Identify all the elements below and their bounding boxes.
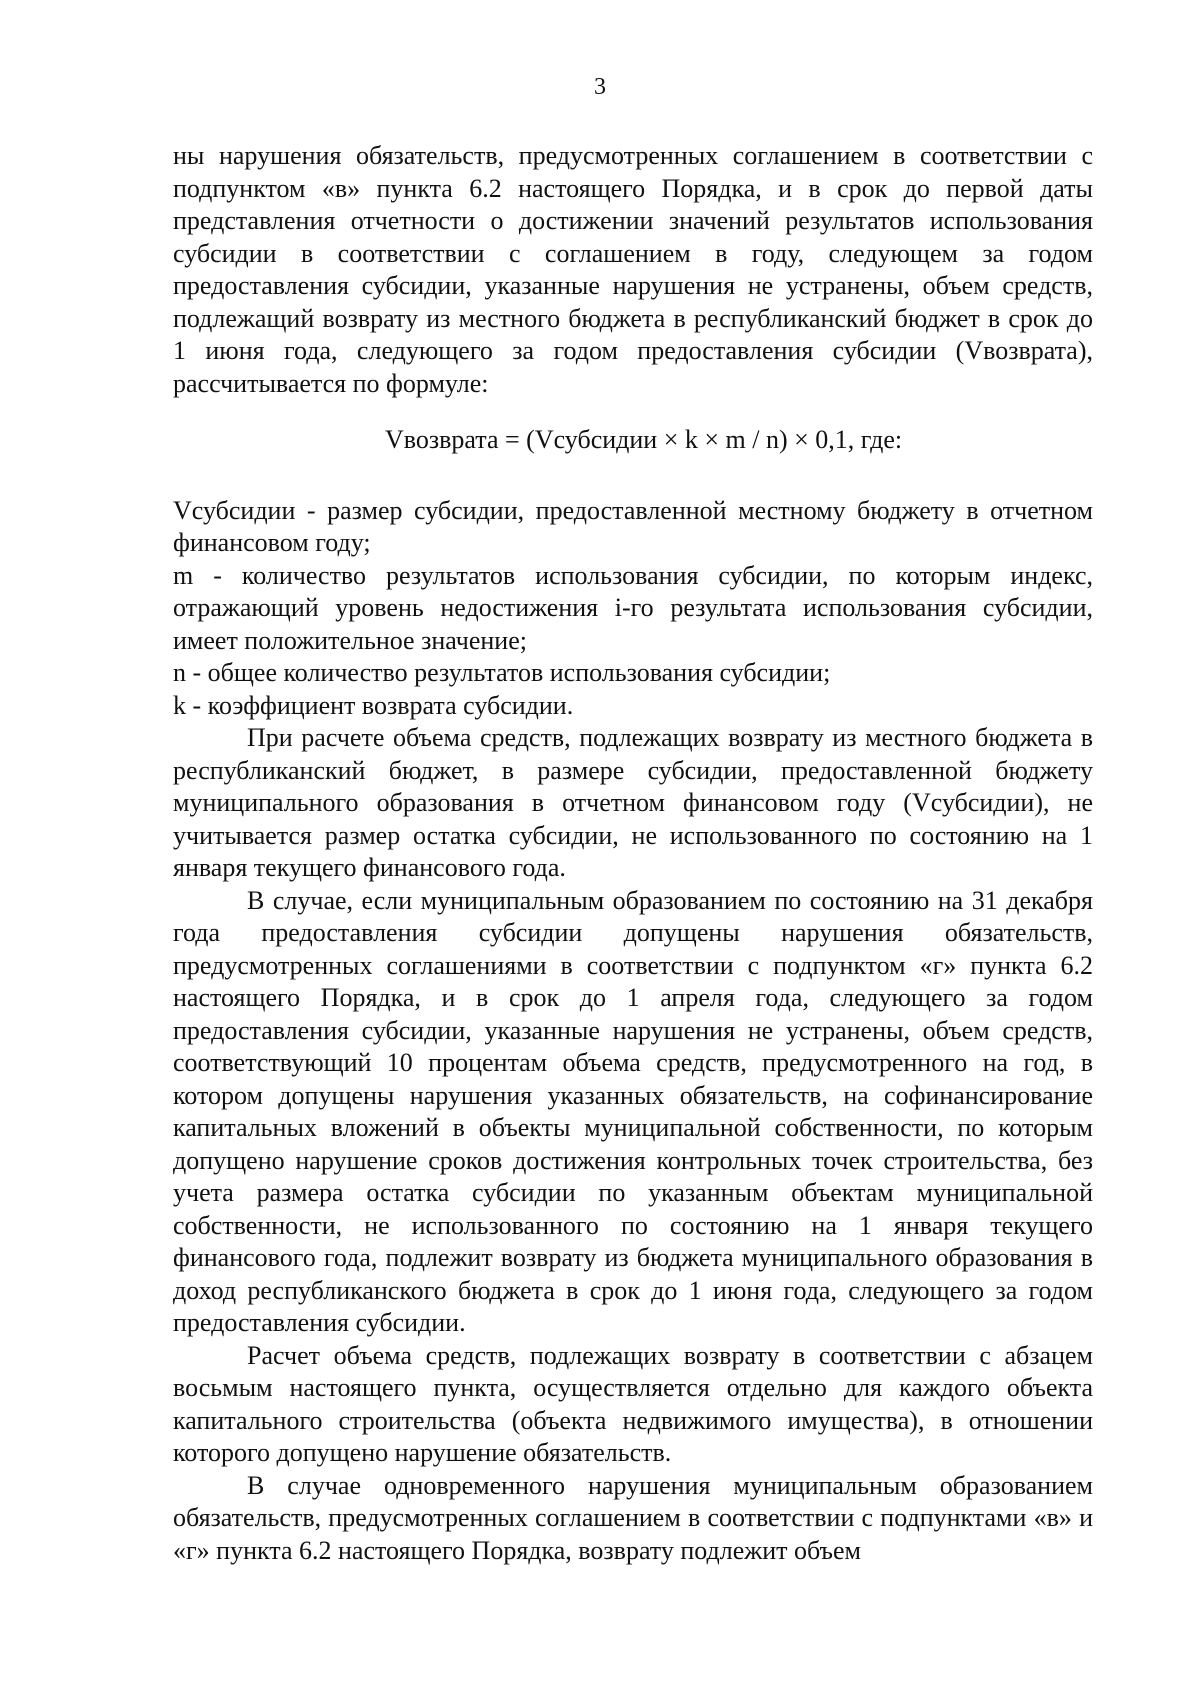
document-body xyxy=(173,140,1093,1567)
paragraph-simultaneous-violation: В случае одновременного нарушения муниципальным образованием обязательств, предусмотренных соглашением в соответствии с подпунктами «в» и «г» пункта 6.2 настоящего Порядка, возврату подлежит объем xyxy=(173,1470,1093,1565)
page-number: 3 xyxy=(594,74,606,100)
paragraph-capital-violation: В случае, если муниципальным образованием по состоянию на 31 декабря года предоставления субсидии допущены нарушения обязательств, предусмотренных соглашениями в соответствии с подпунктом «г» пункта 6.2 настоящего Порядка, и в срок до 1 апреля года, следующего за годом предоставления субсидии, указанные нарушения не устранены, объем средств, соответствующий 10 процентам объема средств, предусмотренного на год, в котором допущены нарушения указанных обязательств, на софинансирование капитальных вложений в объекты муниципальной собственности, по которым допущено нарушение сроков достижения контрольных точек строительства, без учета размера остатка субсидии по указанным объектам муниципальной собственности, не использованного по состоянию на 1 января текущего финансового года, подлежит возврату из бюджета муниципального образования в доход республиканского бюджета в срок до 1 июня года, следующего за годом предоставления субсидии. xyxy=(173,885,1093,1337)
paragraph-continuation: ны нарушения обязательств, предусмотренных соглашением в соответствии с подпунктом «в» пункта 6.2 настоящего Порядка, и в срок до первой даты представления отчетности о достижении значений результатов использования субсидии в соответствии с соглашением в году, следующем за годом предоставления субсидии, указанные нарушения не устранены, объем средств, подлежащий возврату из местного бюджета в республиканский бюджет в срок до 1 июня года, следующего за годом предоставления субсидии (Vвозврата), рассчитывается по формуле: xyxy=(173,141,1093,398)
formula: Vвозврата = (Vсубсидии × k × m / n) × 0,1, где: xyxy=(385,425,903,454)
paragraph-separate-calculation: Расчет объема средств, подлежащих возврату в соответствии с абзацем восьмым настоящего пункта, осуществляется отдельно для каждого объекта капитального строительства (объекта недвижимого имущества), в отношении которого допущено нарушение обязательств. xyxy=(173,1340,1093,1467)
paragraph-calculation-note: При расчете объема средств, подлежащих возврату из местного бюджета в республиканский бюджет, в размере субсидии, предоставленной бюджету муниципального образования в отчетном финансовом году (Vсубсидии), не учитывается размер остатка субсидии, не использованного по состоянию на 1 января текущего финансового года. xyxy=(173,723,1093,882)
definition-v-subsidy: Vсубсидии - размер субсидии, предоставленной местному бюджету в отчетном финансовом году; xyxy=(173,495,1093,557)
definition-n: n - общее количество результатов использования субсидии; xyxy=(173,658,831,687)
definition-m: m - количество результатов использования субсидии, по которым индекс, отражающий уровень недостижения i-го результата использования субсидии, имеет положительное значение; xyxy=(173,560,1093,655)
definition-k: k - коэффициент возврата субсидии. xyxy=(173,690,574,720)
